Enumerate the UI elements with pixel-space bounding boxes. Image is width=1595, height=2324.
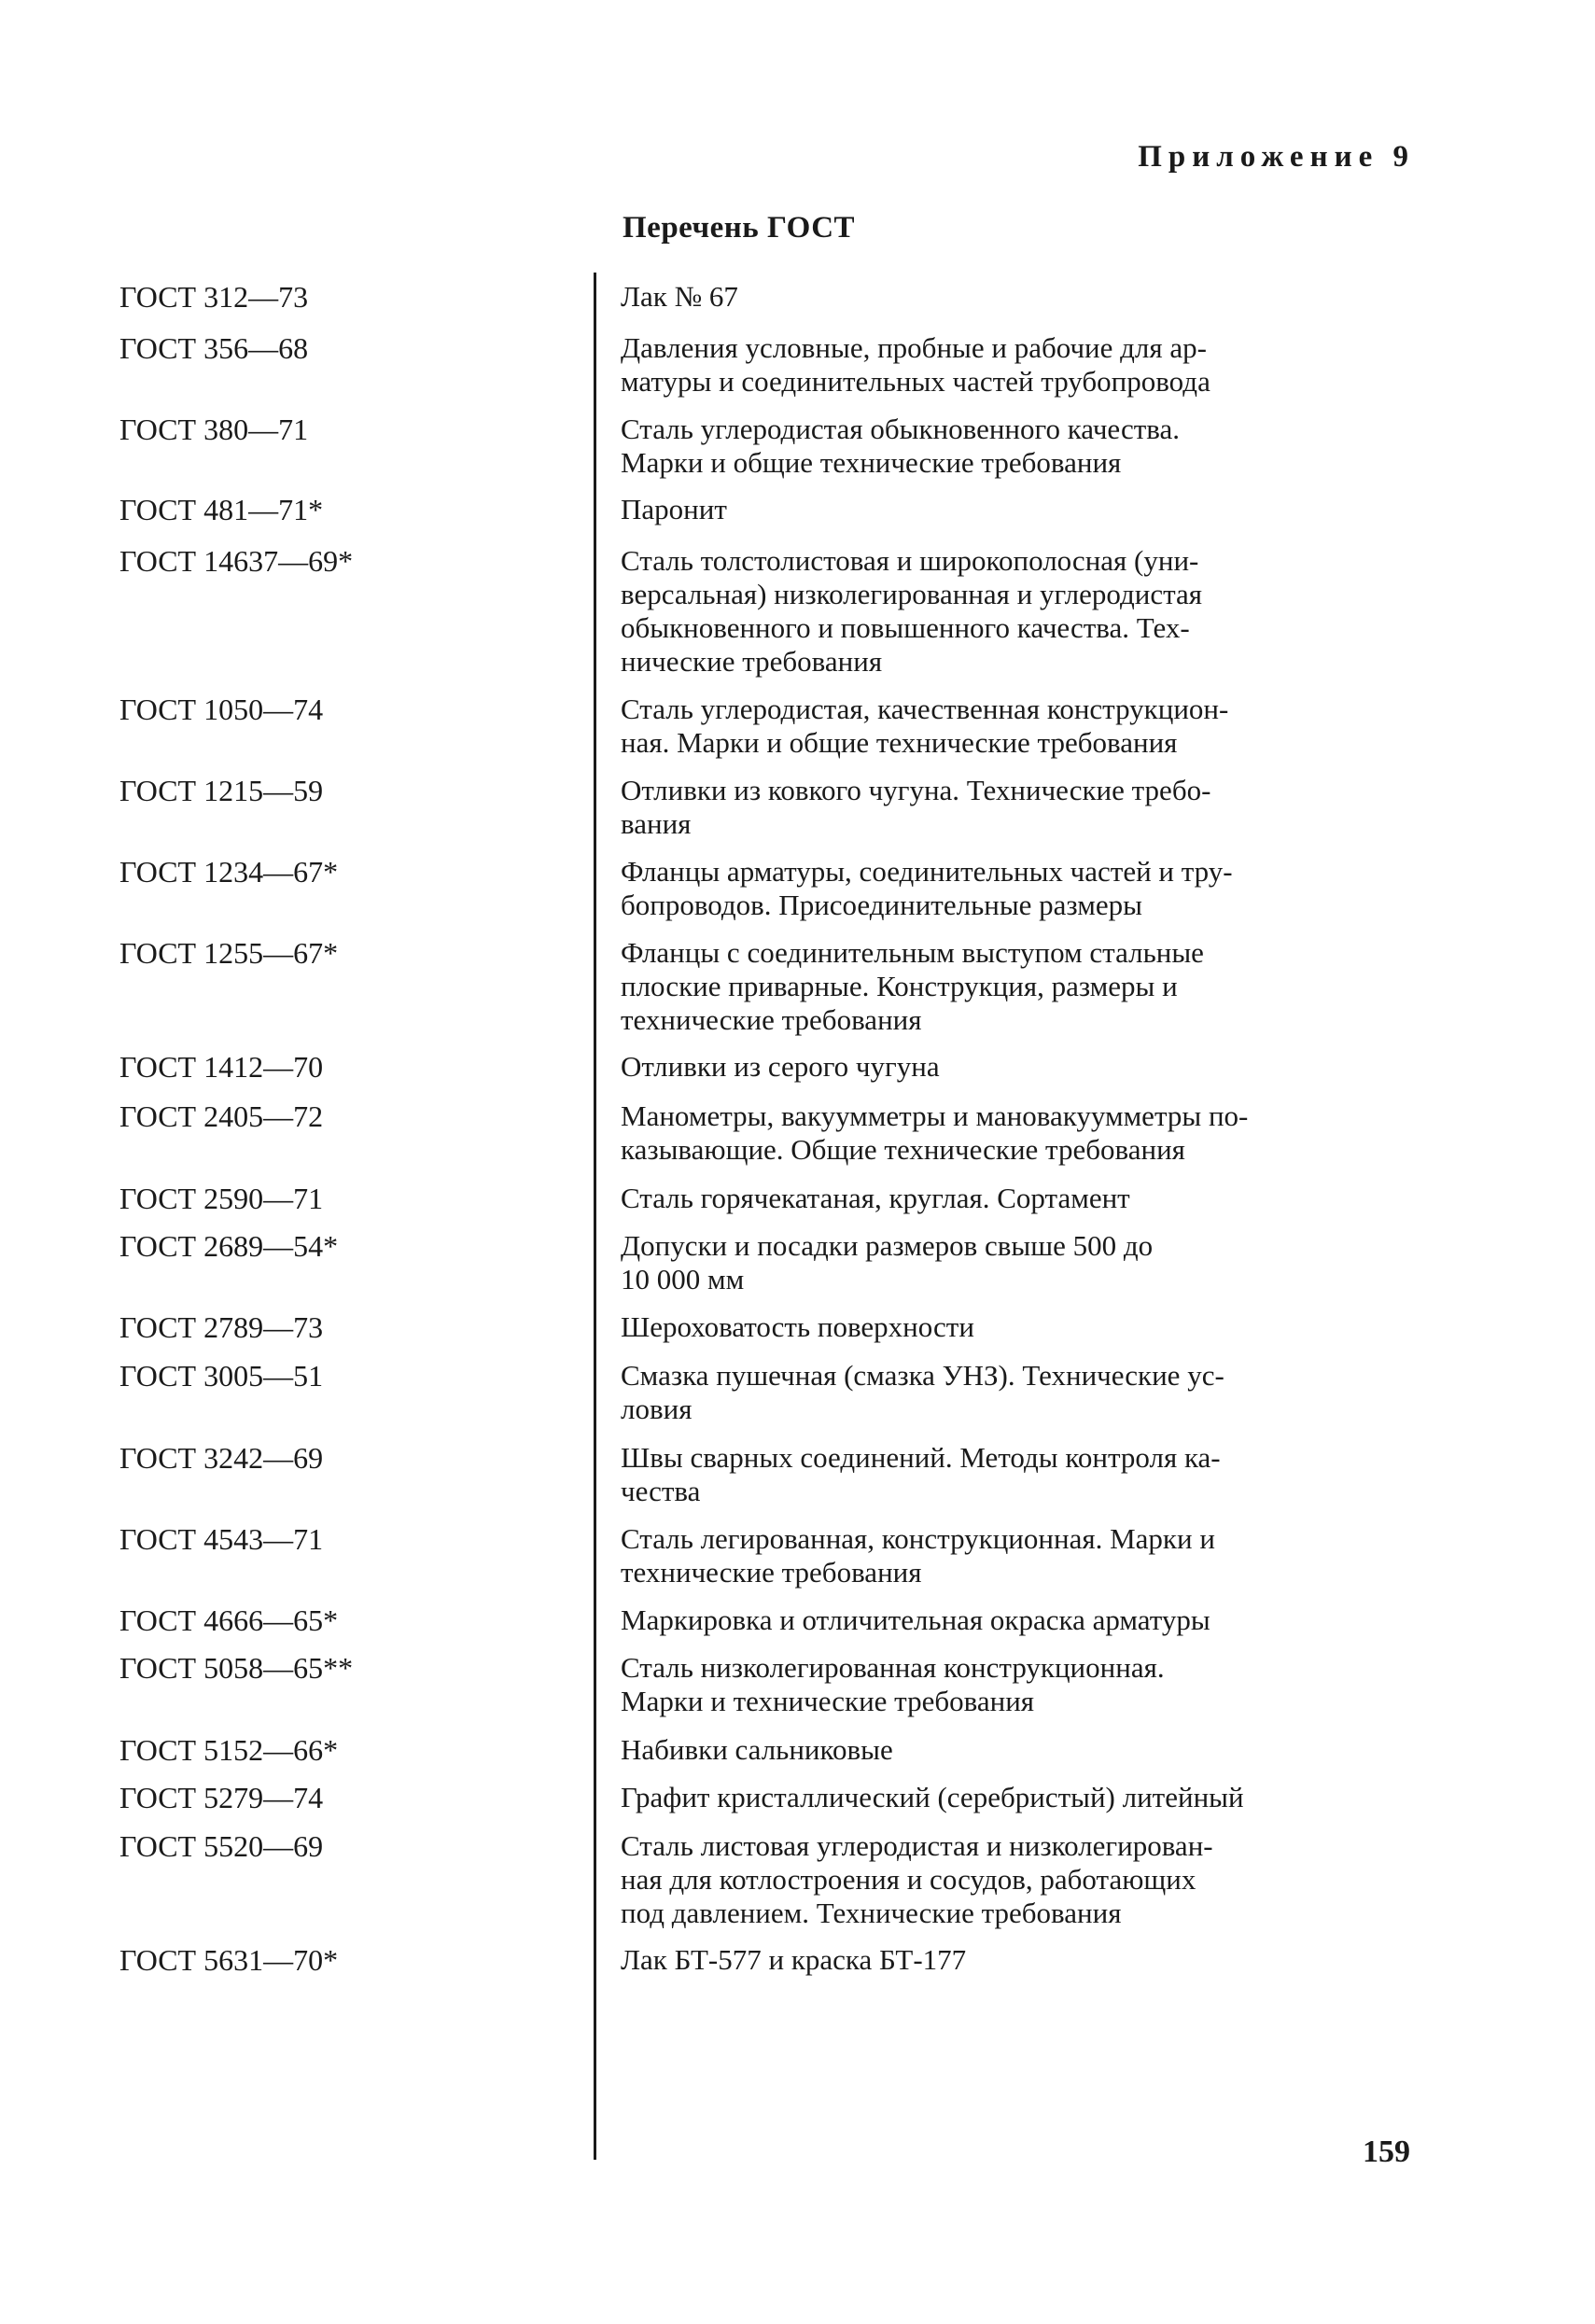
gost-code: ГОСТ 380—71 xyxy=(119,413,309,446)
gost-code: ГОСТ 312—73 xyxy=(119,280,309,314)
gost-code: ГОСТ 4543—71 xyxy=(119,1522,324,1556)
gost-code: ГОСТ 1234—67* xyxy=(119,855,339,889)
gost-code: ГОСТ 3005—51 xyxy=(119,1359,324,1393)
gost-description: Сталь низколегированная конструкционная. Марки и технические требования xyxy=(621,1651,1165,1717)
gost-description: Манометры, вакуумметры и мановакуумметры по- казывающие. Общие технические требования xyxy=(621,1099,1249,1166)
gost-code: ГОСТ 1050—74 xyxy=(119,693,324,726)
gost-code: ГОСТ 1412—70 xyxy=(119,1050,324,1084)
gost-code: ГОСТ 1255—67* xyxy=(119,936,339,970)
gost-description: Сталь углеродистая, качественная конструкцион- ная. Марки и общие технические требования xyxy=(621,693,1229,759)
gost-description: Графит кристаллический (серебристый) литейный xyxy=(621,1781,1244,1813)
gost-description: Сталь углеродистая обыкновенного качества. Марки и общие технические требования xyxy=(621,413,1180,479)
gost-code: ГОСТ 5279—74 xyxy=(119,1781,324,1814)
gost-code: ГОСТ 1215—59 xyxy=(119,774,324,807)
gost-code: ГОСТ 5152—66* xyxy=(119,1733,339,1767)
gost-code: ГОСТ 3242—69 xyxy=(119,1441,324,1475)
gost-code: ГОСТ 5520—69 xyxy=(119,1829,324,1863)
gost-description: Сталь толстолистовая и широкополосная (уни- версальная) низколегированная и углеродистая обыкновенного и повышенного качества. Тех- нические требования xyxy=(621,544,1203,678)
gost-description: Набивки сальниковые xyxy=(621,1733,893,1766)
gost-description: Сталь горячекатаная, круглая. Сортамент xyxy=(621,1182,1130,1214)
gost-description: Лак № 67 xyxy=(621,280,738,313)
gost-code: ГОСТ 2689—54* xyxy=(119,1229,339,1263)
gost-description: Допуски и посадки размеров свыше 500 до 10 000 мм xyxy=(621,1229,1154,1295)
appendix-label: Приложение 9 xyxy=(1138,140,1415,174)
gost-code: ГОСТ 2590—71 xyxy=(119,1182,324,1215)
gost-code: ГОСТ 5058—65** xyxy=(119,1651,354,1685)
gost-description: Паронит xyxy=(621,493,727,525)
gost-description: Отливки из ковкого чугуна. Технические требо- вания xyxy=(621,774,1211,840)
gost-code: ГОСТ 2789—73 xyxy=(119,1310,324,1344)
page-title: Перечень ГОСТ xyxy=(623,211,856,245)
gost-description: Швы сварных соединений. Методы контроля ка- чества xyxy=(621,1441,1221,1507)
page-number: 159 xyxy=(1363,2135,1410,2169)
gost-code: ГОСТ 5631—70* xyxy=(119,1943,339,1977)
gost-description: Фланцы арматуры, соединительных частей и тру- бопроводов. Присоединительные размеры xyxy=(621,855,1233,921)
gost-code: ГОСТ 14637—69* xyxy=(119,544,354,578)
gost-description: Сталь листовая углеродистая и низколегирован- ная для котлостроения и сосудов, работающих под давлением. Технические требования xyxy=(621,1829,1213,1929)
gost-description: Фланцы с соединительным выступом стальные плоские приварные. Конструкция, размеры и технические требования xyxy=(621,936,1204,1036)
gost-description: Смазка пушечная (смазка УНЗ). Технические ус- ловия xyxy=(621,1359,1224,1425)
gost-description: Сталь легированная, конструкционная. Марки и технические требования xyxy=(621,1522,1215,1589)
gost-description: Маркировка и отличительная окраска арматуры xyxy=(621,1603,1210,1636)
gost-code: ГОСТ 4666—65* xyxy=(119,1603,339,1637)
gost-description: Лак БТ-577 и краска БТ-177 xyxy=(621,1943,967,1976)
gost-description: Отливки из серого чугуна xyxy=(621,1050,940,1083)
gost-code: ГОСТ 2405—72 xyxy=(119,1099,324,1133)
gost-code: ГОСТ 356—68 xyxy=(119,331,309,365)
gost-code: ГОСТ 481—71* xyxy=(119,493,324,526)
gost-description: Шероховатость поверхности xyxy=(621,1310,974,1343)
gost-description: Давления условные, пробные и рабочие для ар- матуры и соединительных частей трубопровода xyxy=(621,331,1210,398)
